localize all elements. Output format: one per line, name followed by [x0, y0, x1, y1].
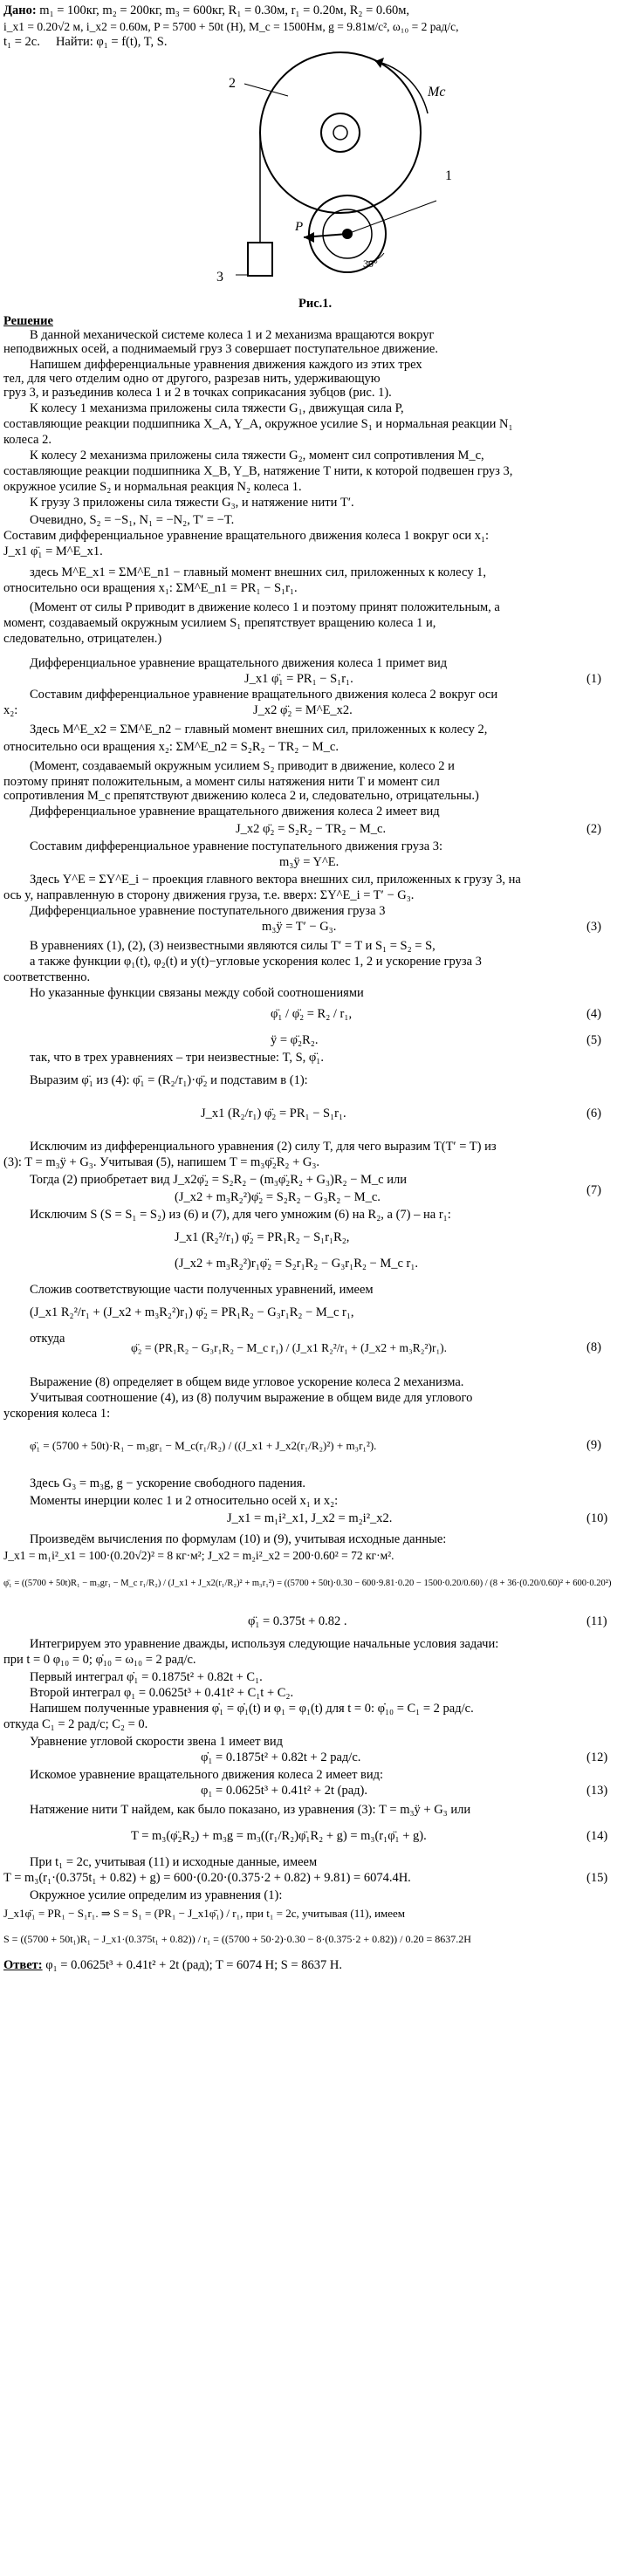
- label-p: P: [295, 220, 304, 234]
- eq-number-11: (11): [586, 1614, 607, 1628]
- eq-number-9: (9): [586, 1438, 601, 1452]
- para-36: Искомое уравнение вращательного движения колеса 2 имеет вид:: [30, 1768, 384, 1782]
- para-20: так, что в трех уравнениях – три неизвестные: T, S, φ̈₁.: [30, 1051, 324, 1065]
- para-17: Дифференциальное уравнение поступательного движения груза 3: [30, 904, 386, 918]
- para-6: Очевидно, S₂ = −S₁, N₁ = −N₂, T′ = −T.: [30, 513, 235, 527]
- para-25: Сложив соответствующие части полученных уравнений, имеем: [30, 1283, 374, 1297]
- eq-30: J_x1 = m₁i²_x1 = 100·(0.20√2)² = 8 кг·м²; J_x2 = m₂i²_x2 = 200·0.60² = 72 кг·м².: [3, 1549, 394, 1562]
- para-4c: окружное усилие S₂ и нормальная реакция N₂ колеса 1.: [3, 480, 302, 494]
- para-35: Уравнение угловой скорости звена 1 имеет вид: [30, 1735, 284, 1749]
- para-34b: откуда C₁ = 2 рад/с; C₂ = 0.: [3, 1717, 148, 1731]
- eq-15: T = m₃(r₁·(0.375t₁ + 0.82) + g) = 600·(0.20·(0.375·2 + 0.82) + 9.81) = 6074.4H.: [3, 1871, 411, 1885]
- para-28: Здесь G₃ = m₃g, g − ускорение свободного падения.: [30, 1476, 306, 1490]
- eq-11: φ̈₁ = 0.375t + 0.82 .: [248, 1614, 347, 1628]
- eq-39: J_x1φ̈₁ = PR₁ − S₁r₁. ⇒ S = S₁ = (PR₁ − J_x1φ̈₁) / r₁, при t₁ = 2с, учитывая (11), имеем: [3, 1907, 406, 1920]
- para-22b: (3): T = m₃ÿ + G₃. Учитывая (5), напишем T = m₃φ̈₂R₂ + G₃.: [3, 1155, 320, 1169]
- para-16b: ось y, направленную в сторону движения груза, т.е. вверх: ΣY^E_i = T′ − G₃.: [3, 888, 415, 902]
- para-23: Тогда (2) приобретает вид J_x2φ̈₂ = S₂R₂ − (m₃φ̈₂R₂ + G₃)R₂ − M_c или: [30, 1173, 407, 1187]
- eq-number-14: (14): [586, 1829, 608, 1843]
- eq-12: φ̇₁ = 0.1875t² + 0.82t + 2 рад/с.: [201, 1750, 361, 1764]
- para-32: Первый интеграл φ̇₁ = 0.1875t² + 0.82t + C₁.: [30, 1670, 263, 1684]
- given-label: Дано:: [3, 3, 37, 17]
- para-31: Интегрируем это уравнение дважды, используя следующие начальные условия задачи:: [30, 1637, 499, 1651]
- eq-number-12: (12): [586, 1750, 608, 1764]
- eq-number-5: (5): [586, 1033, 601, 1047]
- label-mc: Mc: [428, 85, 446, 99]
- eq-8: φ̈₂ = (PR₁R₂ − G₃r₁R₂ − M_c r₁) / (J_x1 R₂²/r₁ + (J_x2 + m₃R₂²)r₁).: [131, 1341, 448, 1354]
- eq-7: (J_x2 + m₃R₂²)φ̈₂ = S₂R₂ − G₃R₂ − M_c.: [175, 1190, 381, 1204]
- para-34: Напишем полученные уравнения φ̇₁ = φ̇₁(t) и φ₁ = φ₁(t) для t = 0: φ̇₁₀ = C₁ = 2 рад/с.: [30, 1702, 474, 1716]
- para-9b: момент, создаваемый окружным усилием S₁ препятствует вращению колеса 1 и,: [3, 616, 436, 630]
- para-27c: ускорения колеса 1:: [3, 1407, 111, 1421]
- eq-number-6: (6): [586, 1106, 601, 1120]
- para-37: Натяжение нити T найдем, как было показано, из уравнения (3): T = m₃ÿ + G₃ или: [30, 1803, 471, 1817]
- figure-caption: Рис.1.: [298, 297, 333, 311]
- para-2b: тел, для чего отделим одно от другого, разрезав нить, удерживающую: [3, 372, 381, 386]
- para-11x: x₂:: [3, 703, 18, 717]
- eq-25: (J_x1 R₂²/r₁ + (J_x2 + m₃R₂²)r₁) φ̈₂ = PR₁R₂ − G₃r₁R₂ − M_c r₁,: [30, 1305, 354, 1319]
- para-19: Но указанные функции связаны между собой соотношениями: [30, 986, 364, 1000]
- para-33: Второй интеграл φ₁ = 0.0625t³ + 0.41t² + C₁t + C₂.: [30, 1686, 294, 1700]
- para-38: При t₁ = 2с, учитывая (11) и исходные данные, имеем: [30, 1855, 318, 1869]
- eq-24-2: (J_x2 + m₃R₂²)r₁φ̈₂ = S₂r₁R₂ − G₃r₁R₂ − M_c r₁.: [175, 1257, 419, 1271]
- eq-10: J_x1 = m₁i²_x1, J_x2 = m₂i²_x2.: [227, 1511, 393, 1525]
- label-1: 1: [445, 168, 452, 183]
- para-13b: поэтому принят положительным, а момент силы натяжения нити T и момент сил: [3, 775, 440, 789]
- given-values-3: t₁ = 2с.: [3, 35, 40, 49]
- para-22: Исключим из дифференциального уравнения (2) силу T, для чего выразим T(T′ = T) из: [30, 1140, 497, 1154]
- para-4: К колесу 2 механизма приложены сила тяжести G₂, момент сил сопротивления M_c,: [30, 449, 484, 462]
- eq-number-15: (15): [586, 1871, 608, 1885]
- eq-number-1: (1): [586, 672, 601, 686]
- para-8: здесь M^E_x1 = ΣM^E_n1 − главный момент внешних сил, приложенных к колесу 1,: [30, 565, 486, 579]
- label-2: 2: [229, 76, 236, 91]
- eq-number-8: (8): [586, 1340, 601, 1354]
- eq-6: J_x1 (R₂/r₁) φ̈₂ = PR₁ − S₁r₁.: [201, 1106, 346, 1120]
- find-text: Найти: φ₁ = f(t), T, S.: [55, 35, 168, 49]
- eq-14: T = m₃(φ̈₂R₂) + m₃g = m₃((r₁/R₂)φ̈₁R₂ + g) = m₃(r₁φ̈₁ + g).: [131, 1829, 427, 1843]
- eq-5: ÿ = φ̈₂R₂.: [271, 1033, 319, 1047]
- mc-arc: [375, 61, 428, 113]
- load-3: [248, 243, 272, 276]
- para-2c: груз 3, и разъединив колеса 1 и 2 в точках соприкасания зубцов (рис. 1).: [3, 386, 392, 400]
- eq-1: J_x1 φ̈₁ = PR₁ − S₁r₁.: [244, 672, 353, 686]
- direction-line: [347, 201, 436, 234]
- para-11: Составим дифференциальное уравнение вращательного движения колеса 2 вокруг оси: [30, 688, 498, 702]
- para-3: К колесу 1 механизма приложены сила тяжести G₁, движущая сила P,: [30, 401, 404, 415]
- para-30: Произведём вычисления по формулам (10) и (9), учитывая исходные данные:: [30, 1532, 447, 1546]
- eq-40: S = ((5700 + 50t₁)R₁ − J_x1·(0.375t₁ + 0.82)) / r₁ = ((5700 + 50·2)·0.30 − 8·(0.375·2 + 0.82)) / 0.20 = 8637.2H: [3, 1933, 471, 1945]
- para-9: (Момент от силы P приводит в движение колесо 1 и поэтому принят положительным, а: [30, 600, 500, 614]
- para-3b: составляющие реакции подшипника X_A, Y_A, окружное усилие S₁ и нормальная реакции N₁: [3, 417, 513, 431]
- para-13c: сопротивления M_c препятствуют движению колеса 2 и, следовательно, отрицательны.): [3, 789, 479, 803]
- eq-number-10: (10): [586, 1511, 608, 1525]
- para-4b: составляющие реакции подшипника X_B, Y_B, натяжение T нити, к которой подвешен груз 3,: [3, 464, 513, 478]
- para-26: откуда: [30, 1332, 65, 1346]
- para-21: Выразим φ̈₁ из (4): φ̈₁ = (R₂/r₁)·φ̈₂ и подставим в (1):: [30, 1073, 308, 1087]
- para-16: Здесь Y^E = ΣY^E_i − проекция главного вектора внешних сил, приложенных к грузу 3, на: [30, 873, 521, 887]
- eq-number-3: (3): [586, 920, 601, 934]
- answer-text: φ₁ = 0.0625t³ + 0.41t² + 2t (рад); T = 6074 H; S = 8637 H.: [45, 1958, 342, 1972]
- para-2: Напишем дифференциальные уравнения движения каждого из этих трех: [30, 358, 422, 372]
- eq-11-pre: φ̈₁ = ((5700 + 50t)R₁ − m₃gr₁ − M_c r₁/R₂) / (J_x1 + J_x2(r₁/R₂)² + m₃r₁²) = ((5700 + 50t)·0.30 − 600·9.81·0.20 − 1500·0.20/0.60) / (8 + 36·(0.20/0.60)² + 600·0.20²): [3, 1579, 612, 1588]
- eq-diff-2-general: J_x2 φ̈₂ = M^E_x2.: [253, 703, 353, 717]
- para-13: (Момент, создаваемый окружным усилием S₂ приводит в движение, колесо 2 и: [30, 759, 455, 773]
- mechanism-figure: [0, 0, 631, 314]
- eq-2: J_x2 φ̈₂ = S₂R₂ − TR₂ − M_c.: [236, 822, 387, 836]
- para-12b: относительно оси вращения x₂: ΣM^E_n2 = S₂R₂ − TR₂ − M_c.: [3, 740, 339, 754]
- para-1: В данной механической системе колеса 1 и 2 механизма вращаются вокруг: [30, 328, 435, 342]
- para-8b: относительно оси вращения x₁: ΣM^E_n1 = PR₁ − S₁r₁.: [3, 581, 298, 595]
- para-27b: Учитывая соотношение (4), из (8) получим выражение в общем виде для углового: [30, 1391, 473, 1405]
- para-27: Выражение (8) определяет в общем виде угловое ускорение колеса 2 механизма.: [30, 1375, 464, 1389]
- answer-line: [3, 1958, 342, 1973]
- para-14: Дифференциальное уравнение вращательного движения колеса 2 имеет вид: [30, 805, 440, 819]
- eq-diff-1-general: J_x1 φ̈₁ = M^E_x1.: [3, 545, 103, 558]
- eq-9: φ̈₁ = (5700 + 50t)·R₁ − m₃gr₁ − M_c(r₁/R₂) / ((J_x1 + J_x2(r₁/R₂)²) + m₃r₁²).: [30, 1439, 377, 1452]
- wheel-2: [260, 52, 421, 213]
- para-9c: следовательно, отрицателен.): [3, 632, 162, 646]
- eq-13: φ₁ = 0.0625t³ + 0.41t² + 2t (рад).: [201, 1784, 367, 1798]
- para-18b: а также функции φ₁(t), φ₂(t) и y(t)−угловые ускорения колес 1, 2 и ускорение груза 3: [30, 955, 482, 969]
- para-24: Исключим S (S = S₁ = S₂) из (6) и (7), для чего умножим (6) на R₂, а (7) – на r₁:: [30, 1208, 451, 1222]
- wheel-2-hub: [321, 113, 360, 152]
- para-10: Дифференциальное уравнение вращательного движения колеса 1 примет вид: [30, 656, 448, 670]
- para-39: Окружное усилие определим из уравнения (1):: [30, 1888, 283, 1902]
- para-3c: колеса 2.: [3, 433, 51, 447]
- section-title: Решение: [3, 314, 53, 328]
- para-12: Здесь M^E_x2 = ΣM^E_n2 − главный момент внешних сил, приложенных к колесу 2,: [30, 723, 488, 736]
- label-3: 3: [216, 270, 223, 284]
- eq-number-7: (7): [586, 1183, 601, 1197]
- para-31b: при t = 0 φ₁₀ = 0; φ̇₁₀ = ω₁₀ = 2 рад/с.: [3, 1653, 196, 1667]
- eq-number-4: (4): [586, 1007, 601, 1021]
- wheel-2-axle: [333, 126, 347, 140]
- para-7: Составим дифференциальное уравнение вращательного движения колеса 1 вокруг оси x₁:: [3, 529, 490, 543]
- answer-label: Ответ:: [3, 1958, 43, 1972]
- para-1b: неподвижных осей, а поднимаемый груз 3 совершает поступательное движение.: [3, 342, 438, 356]
- given-values-2: i_x1 = 0.20√2 м, i_x2 = 0.60м, P = 5700 + 50t (H), M_c = 1500Hм, g = 9.81м/с², ω₁₀ = 2 рад/с,: [3, 20, 459, 33]
- eq-number-13: (13): [586, 1784, 608, 1798]
- eq-3: m₃ÿ = T′ − G₃.: [262, 920, 337, 934]
- eq-4: φ̈₁ / φ̈₂ = R₂ / r₁,: [271, 1007, 353, 1021]
- para-15: Составим дифференциальное уравнение поступательного движения груза 3:: [30, 839, 443, 853]
- given-values-1: m₁ = 100кг, m₂ = 200кг, m₃ = 600кг, R₁ = 0.30м, r₁ = 0.20м, R₂ = 0.60м,: [39, 3, 410, 17]
- para-29: Моменты инерции колес 1 и 2 относительно осей x₁ и x₂:: [30, 1494, 339, 1508]
- para-5: К грузу 3 приложены сила тяжести G₃, и натяжение нити T′.: [30, 496, 354, 510]
- label-angle: 30°: [363, 257, 378, 270]
- para-18: В уравнениях (1), (2), (3) неизвестными являются силы T′ = T и S₁ = S₂ = S,: [30, 939, 436, 953]
- para-18c: соответственно.: [3, 970, 91, 984]
- eq-number-2: (2): [586, 822, 601, 836]
- eq-motion-3-general: m₃ÿ = Y^E.: [279, 855, 340, 869]
- eq-24-1: J_x1 (R₂²/r₁) φ̈₂ = PR₁R₂ − S₁r₁R₂,: [175, 1230, 350, 1244]
